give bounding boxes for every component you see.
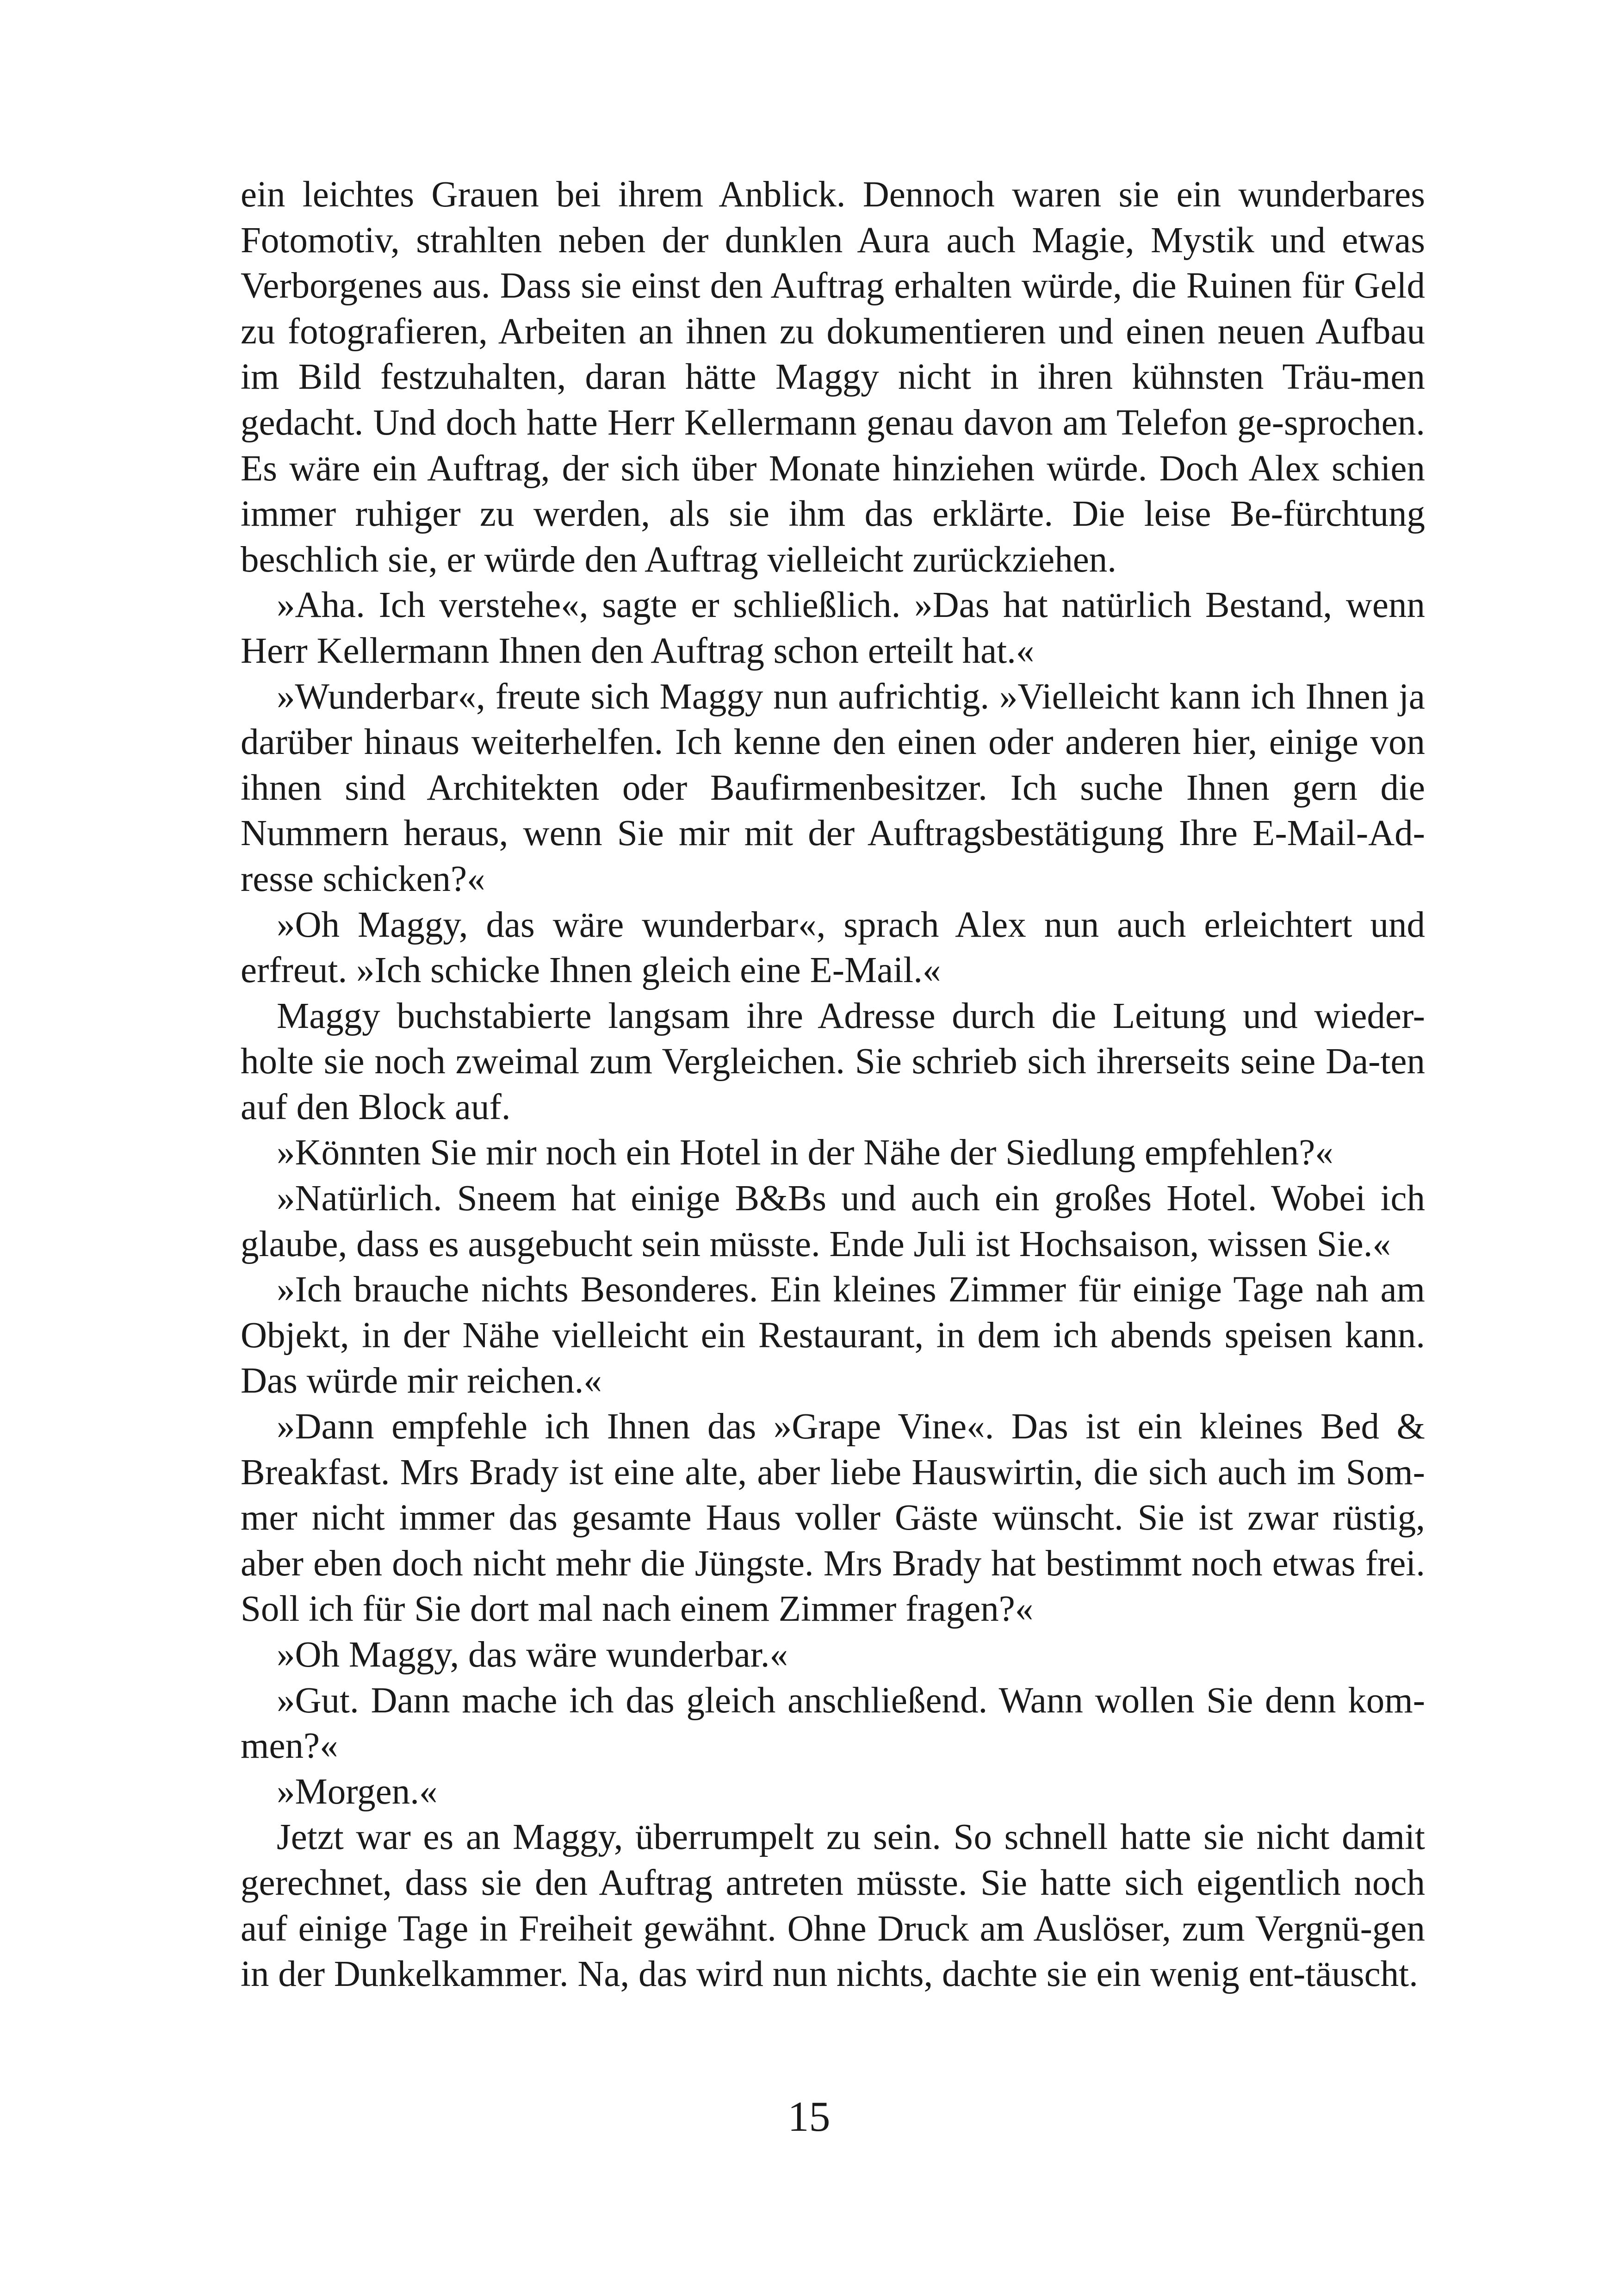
body-text	[241, 172, 1425, 1997]
paragraph-6: »Könnten Sie mir noch ein Hotel in der Nähe der Siedlung empfehlen?«	[277, 1132, 1333, 1173]
paragraph-10: »Oh Maggy, das wäre wunderbar.«	[277, 1635, 788, 1675]
paragraph-4: »Oh Maggy, das wäre wunderbar«, sprach Alex nun auch erleichtert und erfreut. »Ich schicke Ihnen gleich eine E-Mail.«	[241, 904, 1425, 991]
page-number: 15	[787, 2093, 831, 2140]
paragraph-3: »Wunderbar«, freute sich Maggy nun aufrichtig. »Vielleicht kann ich Ihnen ja darüber hinaus weiterhelfen. Ich kenne den einen oder anderen hier, einige von ihnen sind Architekten oder Baufirmenbesitzer. Ich suche Ihnen gern die Nummern heraus, wenn Sie mir mit der Auftragsbestätigung Ihre E-Mail-Ad-resse schicken?«	[241, 676, 1425, 899]
paragraph-7: »Natürlich. Sneem hat einige B&Bs und auch ein großes Hotel. Wobei ich glaube, dass es ausgebucht sein müsste. Ende Juli ist Hochsaison, wissen Sie.«	[241, 1178, 1425, 1264]
paragraph-8: »Ich brauche nichts Besonderes. Ein kleines Zimmer für einige Tage nah am Objekt, in der Nähe vielleicht ein Restaurant, in dem ich abends speisen kann. Das würde mir reichen.«	[241, 1269, 1425, 1401]
paragraph-2: »Aha. Ich verstehe«, sagte er schließlich. »Das hat natürlich Bestand, wenn Herr Kellermann Ihnen den Auftrag schon erteilt hat.«	[241, 585, 1425, 671]
paragraph-1: ein leichtes Grauen bei ihrem Anblick. Dennoch waren sie ein wunderbares Fotomotiv, strahlten neben der dunklen Aura auch Magie, Mystik und etwas Verborgenes aus. Dass sie einst den Auftrag erhalten würde, die Ruinen für Geld zu fotografieren, Arbeiten an ihnen zu dokumentieren und einen neuen Aufbau im Bild festzuhalten, daran hätte Maggy nicht in ihren kühnsten Träu-men gedacht. Und doch hatte Herr Kellermann genau davon am Telefon ge-sprochen. Es wäre ein Auftrag, der sich über Monate hinziehen würde. Doch Alex schien immer ruhiger zu werden, als sie ihm das erklärte. Die leise Be-fürchtung beschlich sie, er würde den Auftrag vielleicht zurückziehen.	[241, 174, 1425, 580]
paragraph-12: »Morgen.«	[277, 1771, 438, 1812]
paragraph-11: »Gut. Dann mache ich das gleich anschließend. Wann wollen Sie denn kom-men?«	[241, 1680, 1425, 1767]
paragraph-9: »Dann empfehle ich Ihnen das »Grape Vine«. Das ist ein kleines Bed & Breakfast. Mrs Brady ist eine alte, aber liebe Hauswirtin, die sich auch im Som-mer nicht immer das gesamte Haus voller Gäste wünscht. Sie ist zwar rüstig, aber eben doch nicht mehr die Jüngste. Mrs Brady hat bestimmt noch etwas frei. Soll ich für Sie dort mal nach einem Zimmer fragen?«	[241, 1406, 1425, 1630]
paragraph-5: Maggy buchstabierte langsam ihre Adresse durch die Leitung und wieder-holte sie noch zweimal zum Vergleichen. Sie schrieb sich ihrerseits seine Da-ten auf den Block auf.	[241, 996, 1425, 1127]
paragraph-13: Jetzt war es an Maggy, überrumpelt zu sein. So schnell hatte sie nicht damit gerechnet, dass sie den Auftrag antreten müsste. Sie hatte sich eigentlich noch auf einige Tage in Freiheit gewähnt. Ohne Druck am Auslöser, zum Vergnü-gen in der Dunkelkammer. Na, das wird nun nichts, dachte sie ein wenig ent-täuscht.	[241, 1817, 1425, 1995]
